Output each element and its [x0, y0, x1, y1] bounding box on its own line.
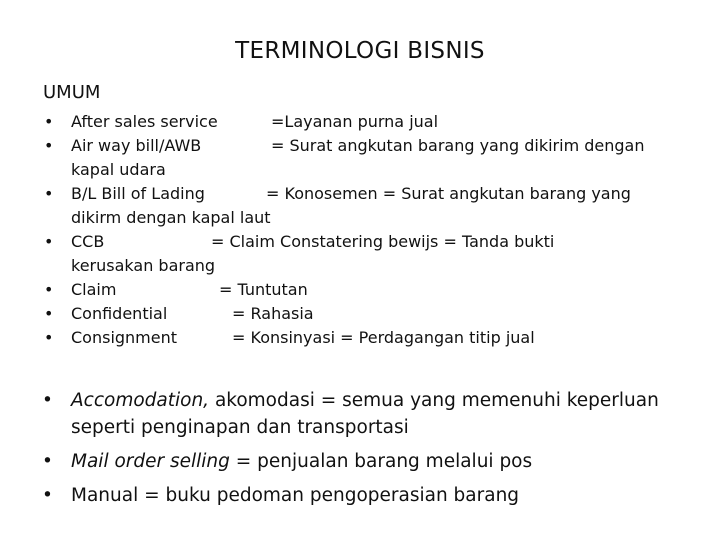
- term-label: B/L Bill of Lading: [71, 184, 205, 203]
- term-definition-continued: kerusakan barang: [71, 256, 216, 275]
- term-definition-continued: kapal udara: [71, 160, 166, 179]
- list-item: [42, 482, 692, 509]
- terminology-list: [44, 110, 694, 350]
- term-label: Air way bill/AWB: [71, 136, 202, 155]
- list-item: [44, 110, 694, 134]
- bullet-icon: •: [44, 136, 54, 155]
- term-definition: = Konosemen = Surat angkutan barang yang: [266, 184, 631, 203]
- bullet-icon: •: [44, 328, 54, 347]
- list-item: [44, 182, 694, 230]
- term-label: Mail order selling: [71, 451, 230, 472]
- term-definition: Manual = buku pedoman pengoperasian barang: [71, 485, 520, 506]
- slide-title: TERMINOLOGI BISNIS: [235, 38, 485, 64]
- bullet-icon: •: [44, 280, 54, 299]
- section-heading: UMUM: [43, 82, 101, 103]
- term-label: Claim: [71, 280, 117, 299]
- term-definition: = Surat angkutan barang yang dikirim dengan: [271, 136, 645, 155]
- term-definition: = Claim Constatering bewijs = Tanda bukti: [211, 232, 555, 251]
- bullet-icon: •: [44, 184, 54, 203]
- list-item: [44, 230, 694, 278]
- term-label: Confidential: [71, 304, 168, 323]
- list-item: [44, 326, 694, 350]
- list-item: [42, 387, 692, 441]
- list-item: [42, 448, 692, 475]
- term-definition: =Layanan purna jual: [271, 112, 439, 131]
- term-label: Consignment: [71, 328, 178, 347]
- list-item: [44, 302, 694, 326]
- term-definition: = Tuntutan: [219, 280, 308, 299]
- term-definition: = penjualan barang melalui pos: [229, 451, 533, 472]
- bullet-icon: •: [44, 112, 54, 131]
- bullet-icon: •: [42, 390, 53, 411]
- term-definition: akomodasi = semua yang memenuhi keperluan seperti penginapan dan transportasi: [71, 390, 659, 438]
- extra-terminology-list: [42, 387, 692, 516]
- list-item: [44, 278, 694, 302]
- term-label: Accomodation,: [71, 390, 210, 411]
- term-definition: = Konsinyasi = Perdagangan titip jual: [232, 328, 535, 347]
- list-item: [44, 134, 694, 182]
- bullet-icon: •: [42, 485, 53, 506]
- bullet-icon: •: [44, 304, 54, 323]
- term-definition-continued: dikirm dengan kapal laut: [71, 208, 271, 227]
- term-definition: = Rahasia: [232, 304, 314, 323]
- bullet-icon: •: [42, 451, 53, 472]
- term-label: CCB: [71, 232, 105, 251]
- bullet-icon: •: [44, 232, 54, 251]
- term-label: After sales service: [71, 112, 218, 131]
